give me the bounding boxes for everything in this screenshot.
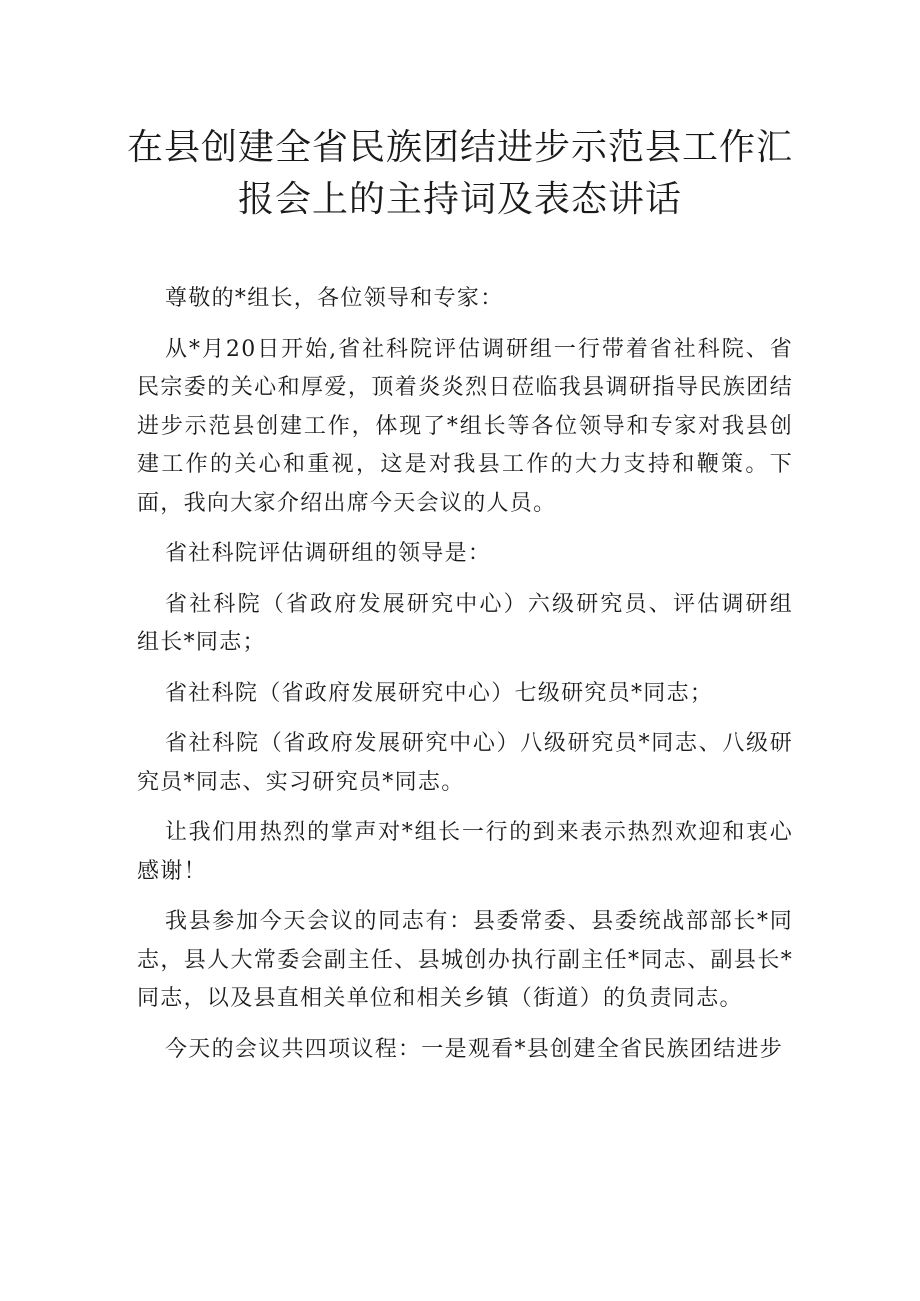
paragraph-welcome: 让我们用热烈的掌声对*组长一行的到来表示热烈欢迎和衷心感谢！ — [137, 820, 793, 884]
title-line-2: 报会上的主持词及表态讲话 — [237, 179, 682, 220]
paragraph-member-1: 省社科院（省政府发展研究中心）六级研究员、评估调研组组长*同志； — [137, 591, 793, 655]
title-line-1: 在县创建全省民族团结进步示范县工作汇 — [126, 127, 793, 168]
document-title — [60, 122, 860, 226]
paragraph-group-heading: 省社科院评估调研组的领导是： — [165, 541, 492, 566]
paragraph-member-2: 省社科院（省政府发展研究中心）七级研究员*同志； — [165, 680, 714, 706]
paragraph-intro: 从*月20日开始,省社科院评估调研组一行带着省社科院、省民宗委的关心和厚爱，顶着炎炎烈日莅临我县调研指导民族团结进步示范县创建工作，体现了*组长等各位领导和专家对我县创建工作的关心和重视，这是对我县工作的大力支持和鞭策。下面，我向大家介绍出席今天会议的人员。 — [137, 336, 793, 516]
paragraph-agenda: 今天的会议共四项议程：一是观看*县创建全省民族团结进步 — [165, 1036, 784, 1062]
paragraph-member-3: 省社科院（省政府发展研究中心）八级研究员*同志、八级研究员*同志、实习研究员*同志。 — [137, 731, 793, 795]
salutation: 尊敬的*组长，各位领导和专家： — [165, 286, 504, 311]
document-body — [137, 280, 793, 1081]
paragraph-attendees: 我县参加今天会议的同志有：县委常委、县委统战部部长*同志，县人大常委会副主任、县城创办执行副主任*同志、副县长*同志，以及县直相关单位和相关乡镇（街道）的负责同志。 — [137, 909, 793, 1011]
